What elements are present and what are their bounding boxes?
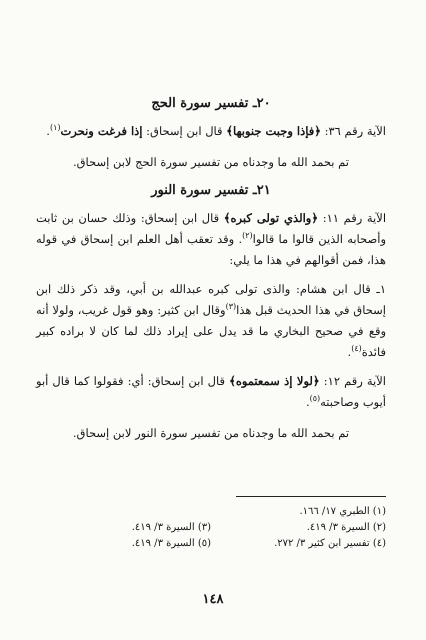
verse-paragraph-12: الآية رقم ١٢: ﴿لولا إذ سمعتموه﴾ قال ابن إسحاق: أي: فقولوا كما قال أبو أيوب وصاحبته$^{(٥)}$.: [36, 374, 387, 409]
page-body: [36, 96, 386, 454]
footnote-ref: (٢): [242, 231, 253, 241]
verse-label: الآية رقم ١٢:: [323, 374, 387, 388]
footnote-5: (٥) السيرة ٣/ ٤١٩.: [131, 538, 211, 549]
verse-label: الآية رقم ٣٦:: [324, 124, 386, 138]
verse-paragraph-hajj: الآية رقم ٣٦: ﴿فإذا وجبت جنوبها﴾ قال ابن إسحاق: إذا فرغت ونحرت$^{(١)}$.: [46, 123, 386, 138]
body-text: ١ـ قال ابن هشام: والذى تولى كبره عبدالله بن أبي، وقد ذكر ذلك ابن إسحاق في هذا الحديث قبل هذا: [36, 282, 386, 317]
closing-line-hajj: تم بحمد الله ما وجدناه من تفسير سورة الحج لابن إسحاق.: [72, 155, 350, 169]
footnote-row: [36, 536, 386, 552]
footnotes: [36, 504, 386, 552]
verse-paragraph-11: [36, 208, 386, 271]
body-text: وقال ابن كثير: وهو قول غريب، ولولا أنه وقع في صحيح البخاري ما قد يدل على إيراد ذلك لما كان لا براده كبير فائدة: [36, 303, 386, 359]
commentary-paragraph: ١ـ قال ابن هشام: والذى تولى كبره عبدالله بن أبي، وقد ذكر ذلك ابن إسحاق في هذا الحديث قبل هذا$^{(٣)}$وقال ابن كثير: وهو قول غريب، ولولا أنه وقع في صحيح البخاري ما قد يدل على إيراد ذلك لما كان لا براده كبير فائدة$^{(٤)}$.: [36, 282, 386, 359]
body-text: قال ابن إسحاق: أي: فقولوا كما قال أبو أيوب وصاحبته: [36, 374, 386, 409]
footnote-ref: (١): [49, 123, 61, 133]
verse-text: ﴿لولا إذ سمعتموه﴾: [229, 374, 320, 388]
body-text: قال ابن إسحاق: وذلك حسان بن ثابت وأصحابه الذين قالوا ما قالوا: [36, 211, 386, 246]
footnote-4: (٤) تفسير ابن كثير ٣/ ٢٧٢.: [274, 538, 386, 549]
section-heading-hajj: ٢٠ـ تفسير سورة الحج: [151, 96, 271, 111]
footnote-3: (٣) السيرة ٣/ ٤١٩.: [131, 522, 211, 533]
verse-text: ﴿فإذا وجبت جنوبها﴾: [226, 124, 321, 138]
section-heading-nur: ٢١ـ تفسير سورة النور: [151, 183, 271, 198]
verse-text: ﴿والذي تولى كبره﴾: [223, 211, 319, 225]
body-text: . وقد تعقب أهل العلم ابن إسحاق في قوله هذا، فمن أقوالهم في هذا ما يلي:: [36, 232, 386, 267]
footnote-row: [36, 520, 386, 536]
quote-intro: قال ابن إسحاق:: [146, 124, 223, 138]
footnote-1: (١) الطبري ١٧/ ١٦٦.: [299, 506, 386, 517]
footnote-divider: [236, 496, 386, 497]
footnote-ref: (٤): [351, 344, 362, 354]
page-number: ١٤٨: [202, 592, 224, 607]
footnote-ref: (٥): [309, 394, 321, 404]
footnote-2: (٢) السيرة ٣/ ٤١٩.: [306, 522, 386, 533]
footnote-row: [36, 504, 386, 520]
quote-text: إذا فرغت ونحرت: [60, 124, 143, 138]
closing-line-nur: تم بحمد الله ما وجدناه من تفسير سورة النور لابن إسحاق.: [72, 426, 350, 440]
verse-label: الآية رقم ١١:: [322, 211, 387, 225]
footnote-ref: (٣): [225, 302, 237, 312]
